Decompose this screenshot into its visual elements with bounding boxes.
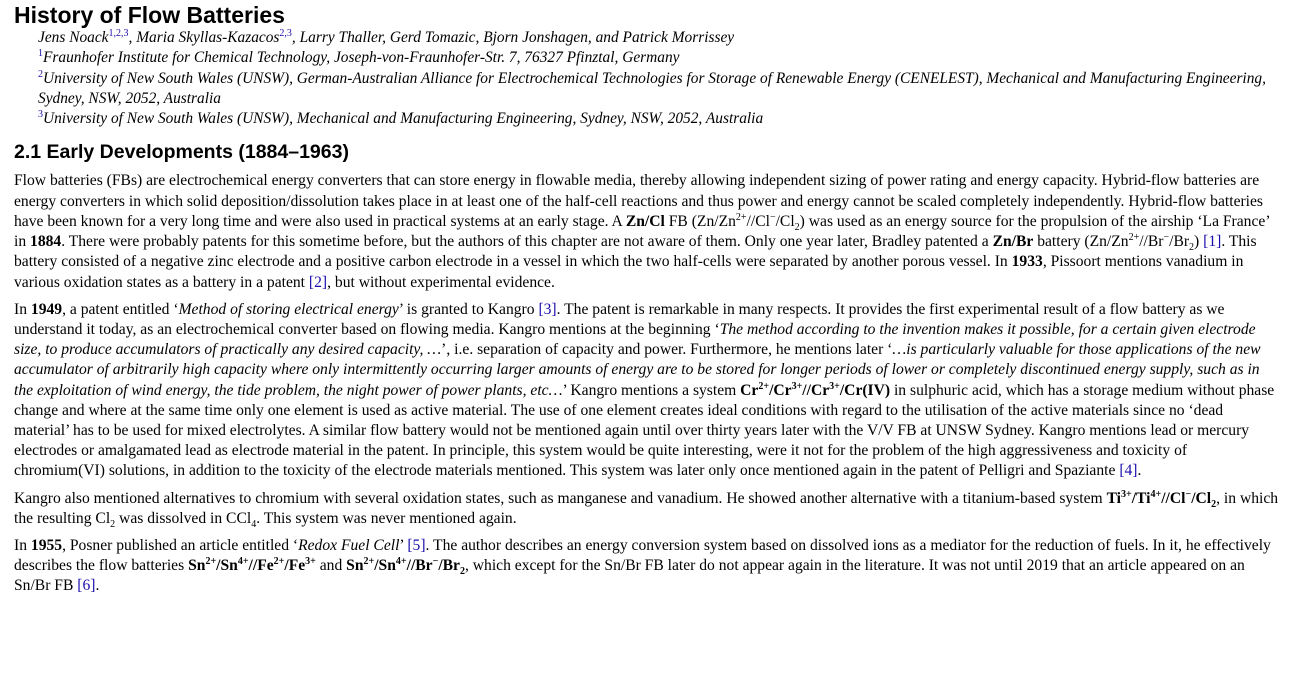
element: /Sn (216, 557, 238, 575)
element: /Cl (1191, 489, 1212, 507)
affiliation-mark: 1 (38, 48, 43, 60)
element: //Cr (802, 381, 830, 399)
element: //Cl (1161, 489, 1186, 507)
paragraph-1 (14, 171, 1281, 292)
element: Sn (346, 557, 364, 575)
text: , which except for the Sn/Br FB later do not appear again in the literature. It was not until 2019 that an article appeared on an Sn/Br FB (14, 557, 1245, 595)
charge: 2+ (205, 555, 217, 567)
paragraph-4 (14, 536, 1281, 597)
text: In (14, 300, 31, 318)
element: //Br (406, 557, 433, 575)
element: /Cr(IV) (839, 381, 891, 399)
paragraph-2 (14, 300, 1281, 482)
text: ) was used as an energy source for the propulsion of the airship ‘La France’ in (14, 212, 1270, 251)
year: 1955 (30, 536, 63, 554)
subscript: 2 (794, 222, 800, 233)
text: , a patent entitled ‘ (62, 300, 179, 318)
affiliation-text: University of New South Wales (UNSW), Mechanical and Manufacturing Engineering, Sydney, NSW, 2052, Australia (43, 110, 764, 128)
charge: 4+ (237, 555, 249, 567)
subscript: 2 (110, 518, 116, 530)
chem-formula: Zn/Cl (625, 212, 665, 230)
text: Flow batteries (FBs) are electrochemical energy converters that can store energy in flowable media, thereby allowing independent sizing of power rating and energy capacity. Hybrid-flow batteries are energy converters in which solid deposition/dissolution takes place in at least one of the half-cell reactions and thus power and energy cannot be scaled completely independently. Hybrid-flow batteries have been known for a very long time and were also used in practical systems at an early stage. A (14, 172, 1263, 230)
affiliation-3 (38, 109, 1281, 129)
text: in sulphuric acid, which has a storage medium without phase change and where at the same time only one element is used as active material. The use of one element creates ideal conditions with regard to the utilisation of the active materials since no ‘dead material’ has to be used for mixed electrolytes. A similar flow battery would not be mentioned again until over thirty years later with the V/V FB at UNSW Sydney. Kangro mentions lead or mercury electrodes or amalgamated lead as electrode material in the patent. In principle, this system would be quite interesting, were it not for the problem of the high aggressiveness and toxicity of chromium(VI) solutions, in addition to the toxicity of the electrode materials mentioned. This system was later only once mentioned again in the patent of Pelligri and Spaziante (14, 381, 1275, 480)
charge: − (1185, 488, 1192, 500)
element: /Sn (374, 557, 396, 575)
chem-formula: Zn/Br (992, 233, 1034, 251)
text: . There were probably patents for this sometime before, but the authors of this chapter are not aware of them. Only one year later, Bradley patented a (61, 233, 993, 251)
text: In (14, 536, 31, 554)
text: //Cl (746, 212, 770, 230)
element: /Fe (284, 557, 306, 575)
charge: 3+ (829, 380, 840, 392)
text: ) (1194, 233, 1204, 251)
chem-formula (188, 557, 316, 574)
affiliation-mark: 2 (38, 68, 43, 80)
chem-formula (346, 555, 465, 578)
affiliation-link[interactable]: 2,3 (279, 27, 292, 39)
author-name: Jens Noack (38, 29, 109, 46)
text: and (315, 557, 347, 575)
element: /Cr (769, 381, 792, 399)
text: , but without experimental evidence. (327, 273, 555, 291)
subscript: 4 (251, 518, 257, 530)
affiliation-mark: 3 (38, 109, 43, 121)
subscript: 2 (1189, 242, 1195, 254)
charge: 2+ (1128, 231, 1140, 243)
text: . This system was never mentioned again. (256, 509, 517, 527)
element: Ti (1106, 489, 1122, 507)
text: was dissolved in CCl (115, 509, 252, 527)
text: Kangro also mentioned alternatives to chromium with several oxidation states, such as manganese and vanadium. He showed another alternative with a titanium-based system (14, 489, 1107, 507)
text: /Br (1169, 233, 1190, 251)
charge: 4+ (395, 555, 407, 567)
element: /Ti (1131, 489, 1151, 507)
charge: 2+ (273, 555, 285, 567)
affiliation-1 (38, 48, 1281, 68)
citation-link[interactable]: [2] (308, 273, 328, 291)
text: ’ is granted to Kangro (398, 300, 539, 318)
author-name: , Maria Skyllas-Kazacos (128, 29, 280, 46)
element: Cr (740, 381, 759, 399)
affiliation-text: Fraunhofer Institute for Chemical Technology, Joseph-von-Fraunhofer-Str. 7, 76327 Pfinztal, Germany (43, 49, 680, 67)
quote: The method according to the invention makes it possible, for a certain given electrode size, to produce accumulators of practically any desired capacity, … (14, 320, 1256, 359)
text: . The patent is remarkable in many respects. It provides the first experimental result of a flow battery as we understand it today, as an electrochemical converter based on flowing media. Kangro mentions at the beginning ‘ (14, 300, 1225, 338)
subscript: 2 (1211, 498, 1217, 510)
patent-title: Method of storing electrical energy (178, 300, 399, 318)
element: /Br (438, 557, 460, 575)
charge: 3+ (305, 555, 316, 567)
article-title: Redox Fuel Cell (298, 536, 400, 554)
charge: 2+ (735, 211, 747, 223)
citation-link[interactable]: [5] (407, 536, 426, 554)
author-names-rest: , Larry Thaller, Gerd Tomazic, Bjorn Jonshagen, and Patrick Morrissey (291, 29, 735, 46)
subscript: 2 (459, 566, 465, 578)
author-list (38, 28, 1281, 48)
text: . (1137, 462, 1142, 480)
author-block (38, 28, 1281, 129)
year: 1949 (30, 300, 63, 318)
page-title: History of Flow Batteries (14, 2, 285, 28)
text: , Posner published an article entitled ‘ (62, 536, 299, 554)
charge: 4+ (1150, 488, 1162, 500)
charge: 3+ (791, 380, 803, 392)
text: ’, i.e. separation of capacity and power. Furthermore, he mentions later ‘ (441, 341, 893, 359)
chem-formula (740, 382, 890, 399)
charge: 2+ (758, 380, 770, 392)
affiliation-text: University of New South Wales (UNSW), German-Australian Alliance for Electrochemical Technologies for Storage of Renewable Energy (CENELEST), Mechanical and Manufacturing Engineering, Sydney, NSW, 2052, Australia (38, 69, 1266, 107)
text: battery (Zn/Zn (1033, 233, 1129, 251)
text: FB (Zn/Zn (664, 212, 736, 230)
citation-link[interactable]: [3] (538, 300, 557, 318)
quote: …is particularly valuable for those applications of the new accumulator of arbitrarily high capacity where only intermittently occurring larger amounts of energy are to be stored for longer periods of lower or completely discontinued energy supply, such as in the exploitation of wind energy, the tide problem, the night power of power plants, etc… (14, 341, 1261, 399)
chem-formula (1106, 488, 1217, 510)
year: 1933 (1011, 253, 1043, 271)
text: . (95, 577, 100, 595)
citation-link[interactable]: [6] (77, 577, 96, 595)
section-heading: 2.1 Early Developments (1884–1963) (14, 141, 349, 164)
text: . The author describes an energy conversion system based on dissolved ions as a mediator for the reduction of fuels. In it, he effectively describes the flow batteries (14, 536, 1271, 575)
citation-link[interactable]: [4] (1119, 462, 1138, 480)
text: //Br (1139, 233, 1164, 251)
element: Sn (188, 557, 206, 575)
paragraph-3 (14, 489, 1281, 529)
text: ’ (399, 536, 408, 554)
affiliation-2 (38, 69, 1281, 110)
year: 1884 (30, 233, 62, 251)
affiliation-link[interactable]: 1,2,3 (108, 27, 129, 39)
charge: − (432, 555, 439, 567)
element: //Fe (248, 557, 274, 575)
text: ’ Kangro mentions a system (562, 381, 741, 399)
charge: 3+ (1121, 488, 1132, 500)
charge: 2+ (363, 555, 375, 567)
charge: − (1163, 231, 1170, 243)
citation-link[interactable]: [1] (1203, 233, 1222, 251)
text: . This battery consisted of a negative zinc electrode and a positive carbon electrode in a vessel in which the two half-cells were separated by another porous vessel. In (14, 233, 1257, 271)
charge: − (769, 211, 776, 223)
text: , Pissoort mentions vanadium in various oxidation states as a battery in a patent (14, 253, 1244, 291)
text: , in which the resulting Cl (14, 489, 1279, 527)
text: /Cl (775, 212, 795, 230)
